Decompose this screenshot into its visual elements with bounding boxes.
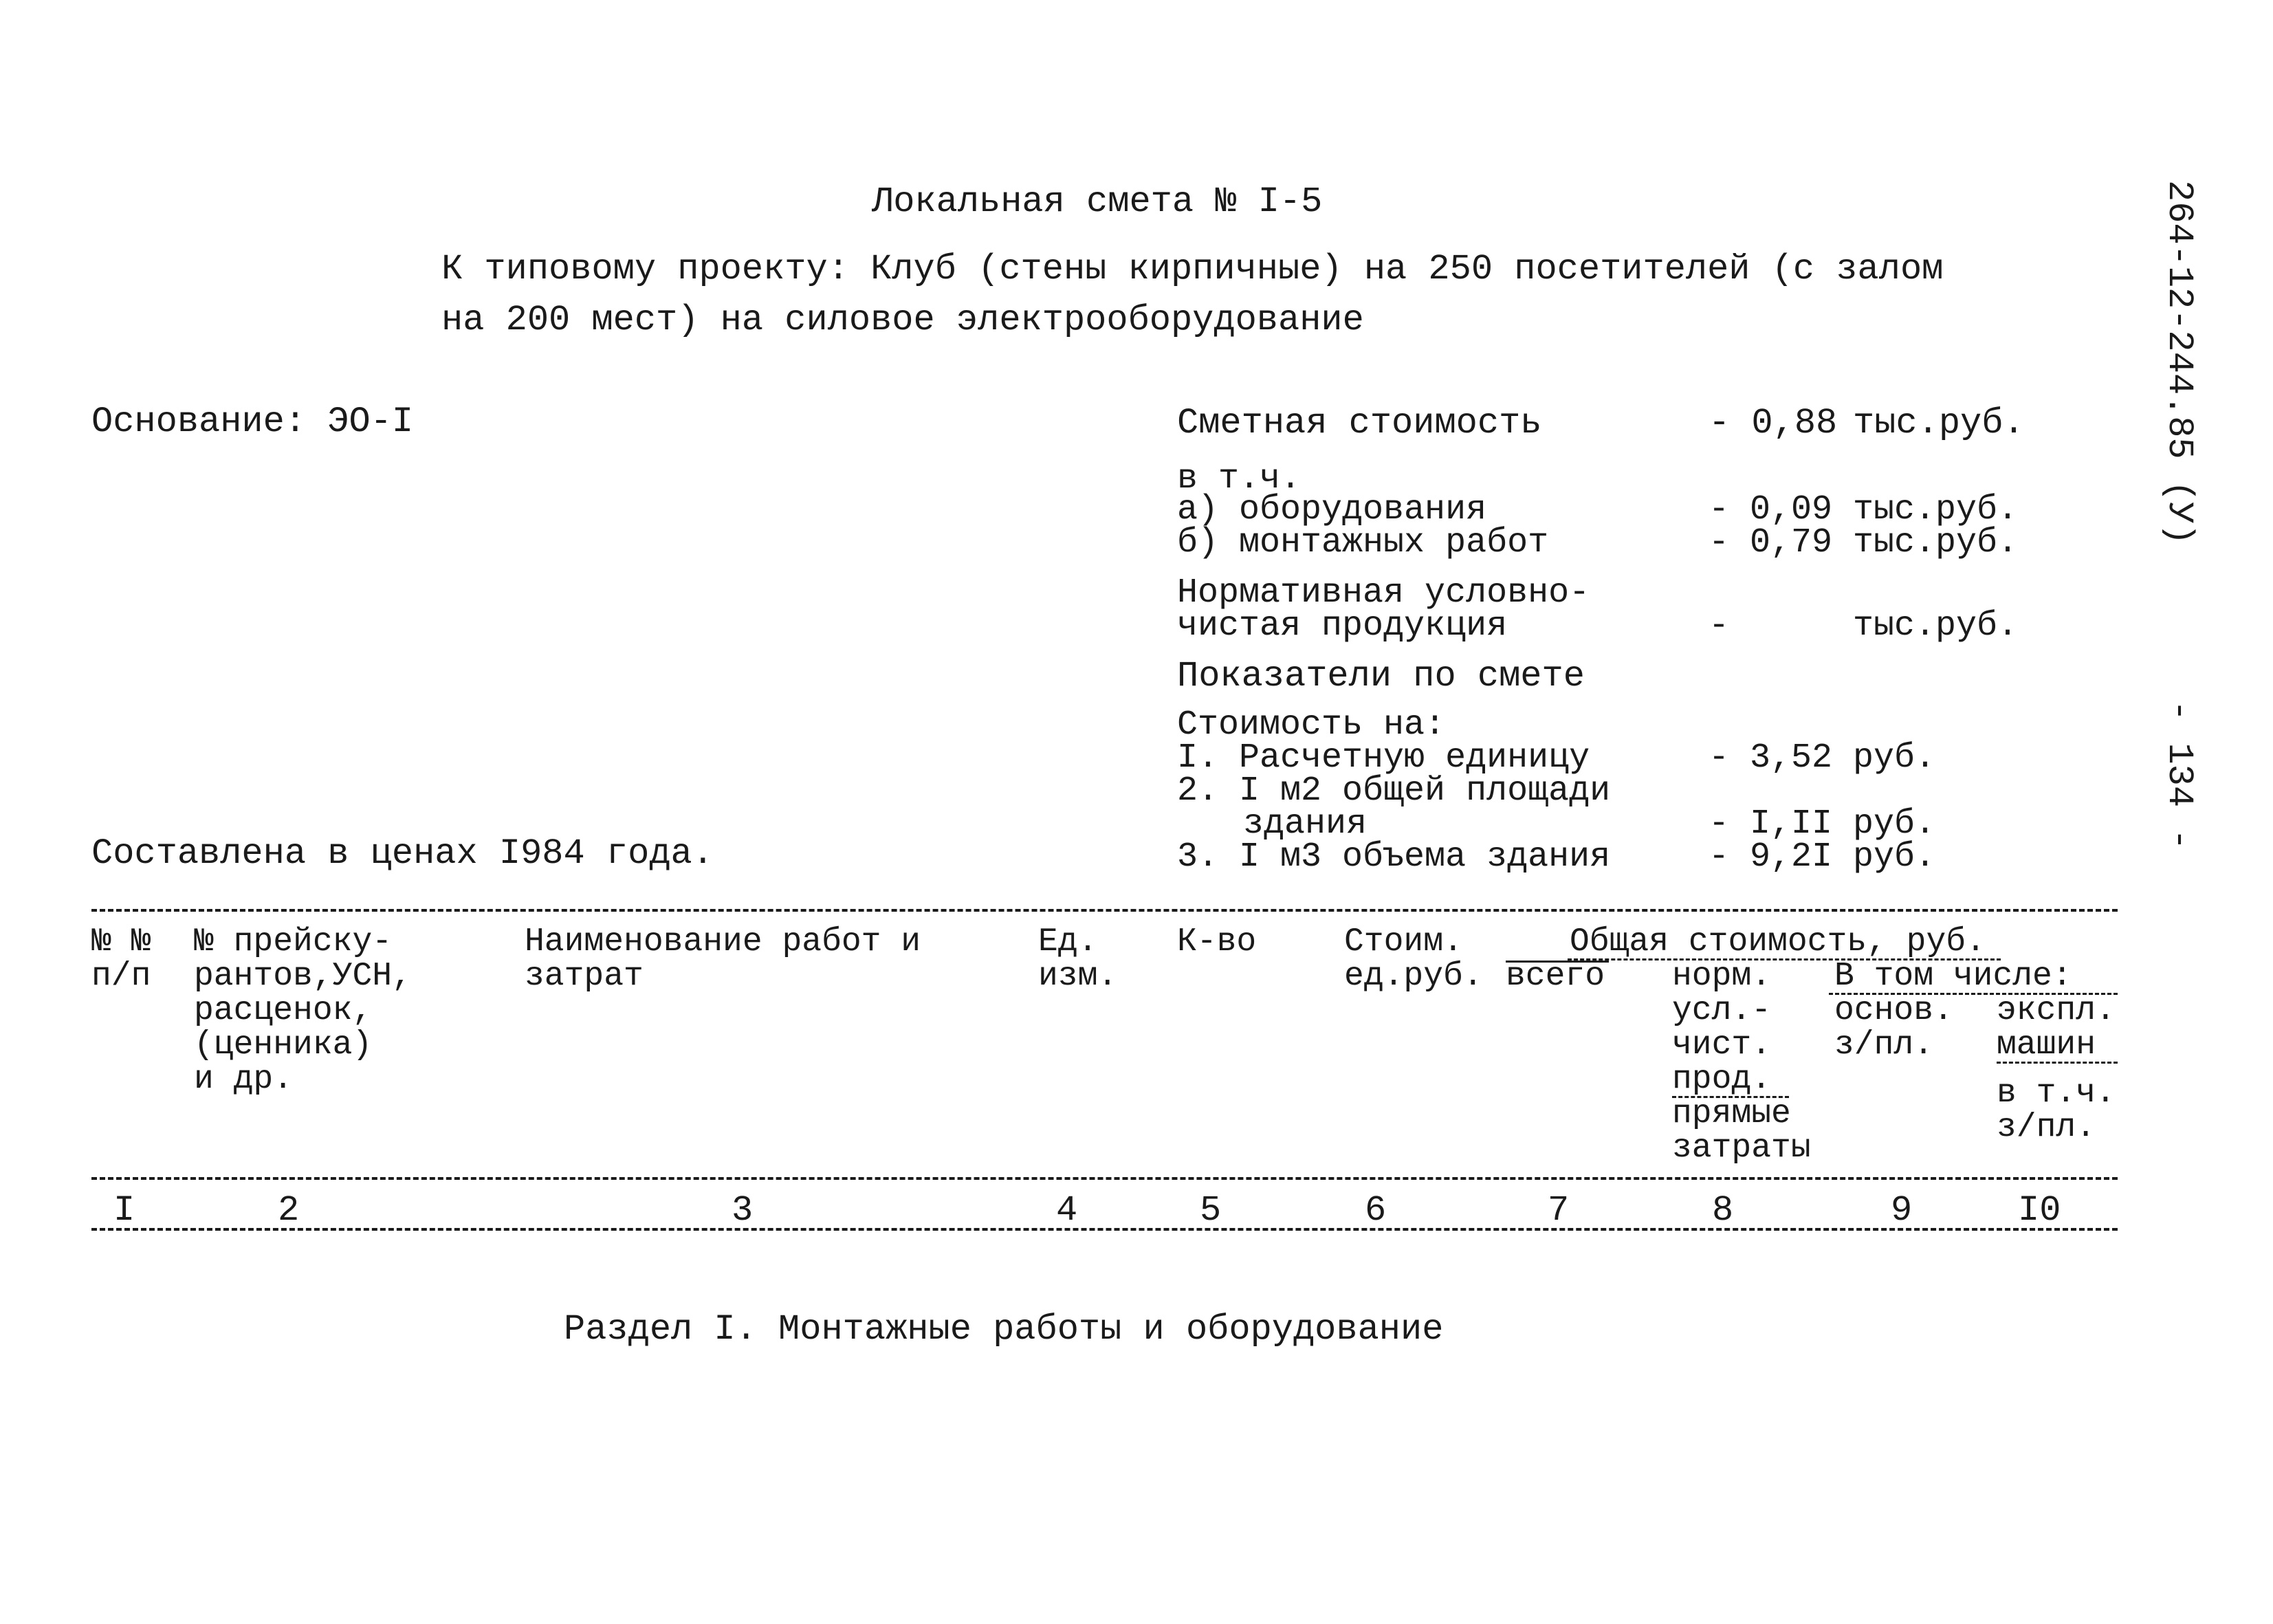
indicators-heading: Показатели по смете [1177, 656, 1585, 696]
indicator-unit-value: - 3,52 [1709, 738, 1833, 778]
header-total-overline [1506, 961, 1609, 963]
header-unit [1038, 925, 1117, 994]
table-top-rule [91, 909, 2118, 912]
header-machines-underline [1997, 1062, 2118, 1064]
column-number: 3 [732, 1190, 754, 1231]
basis-label: Основание: ЭО-I [91, 402, 414, 442]
header-normative [1672, 959, 1811, 1165]
header-row-number [91, 925, 151, 994]
indicator-volume-label: 3. I м3 объема здания [1177, 837, 1611, 877]
header-base-salary [1834, 994, 1953, 1062]
header-machines-salary-line-1: в т.ч. [1997, 1075, 2116, 1112]
header-pricelist-line-4: (ценника) [194, 1027, 373, 1064]
header-pricelist-line-1: № прейску- [194, 923, 393, 961]
header-pricelist-line-5: и др. [194, 1061, 294, 1098]
header-work-name-line-1: Наименование работ и [525, 923, 921, 961]
indicator-unit-label: I. Расчетную единицу [1177, 738, 1590, 778]
header-normative-line-6: затраты [1672, 1130, 1811, 1167]
section-heading: Раздел I. Монтажные работы и оборудование [564, 1309, 1444, 1350]
cost-on-label: Стоимость на: [1177, 705, 1446, 745]
header-including: В том числе: [1834, 958, 2072, 995]
column-number: 7 [1548, 1190, 1570, 1231]
header-normative-line-5: прямые [1672, 1095, 1791, 1132]
column-number: 4 [1056, 1190, 1078, 1231]
header-base-salary-line-2: з/пл. [1834, 1027, 1934, 1064]
normative-label-2: чистая продукция [1177, 606, 1508, 646]
including-label: в т.ч. [1177, 459, 1302, 498]
column-number: 8 [1712, 1190, 1734, 1231]
header-quantity: К-во [1177, 923, 1257, 961]
header-pricelist [194, 925, 412, 1097]
prices-note: Составлена в ценах I984 года. [91, 833, 714, 874]
header-machines [1997, 994, 2116, 1062]
header-row-number-line-1: № № [91, 923, 151, 961]
normative-value: - [1709, 606, 1730, 646]
header-unit-cost [1344, 925, 1483, 994]
side-page-number: - 134 - [2159, 700, 2199, 851]
estimate-cost-unit: тыс.руб. [1853, 403, 2025, 443]
column-number: 6 [1365, 1190, 1387, 1231]
header-machines-line-2: машин [1997, 1027, 2096, 1064]
header-work-name [525, 925, 921, 994]
header-pricelist-line-2: рантов,УСН, [194, 958, 412, 995]
normative-label-1: Нормативная условно- [1177, 573, 1590, 613]
header-machines-salary-line-2: з/пл. [1997, 1109, 2096, 1146]
column-numbers-bottom-rule [91, 1228, 2118, 1231]
estimate-cost-value: - 0,88 [1709, 403, 1838, 443]
installation-value: - 0,79 [1709, 523, 1833, 562]
header-machines-salary [1997, 1076, 2116, 1145]
indicator-area-label-2: здания [1243, 804, 1368, 844]
installation-label: б) монтажных работ [1177, 523, 1549, 562]
header-normative-line-3: чист. [1672, 1027, 1772, 1064]
header-base-salary-line-1: основ. [1834, 992, 1953, 1029]
header-unit-cost-line-2: ед.руб. [1344, 958, 1483, 995]
table-header-bottom-rule [91, 1177, 2118, 1180]
header-total: всего [1506, 958, 1605, 995]
column-number: 9 [1891, 1190, 1913, 1231]
header-pricelist-line-3: расценок, [194, 992, 373, 1029]
column-number: I0 [2018, 1190, 2061, 1231]
indicator-volume-unit: руб. [1853, 837, 1936, 877]
header-normative-line-1: норм. [1672, 958, 1772, 995]
header-row-number-line-2: п/п [91, 958, 151, 995]
header-work-name-line-2: затрат [525, 958, 644, 995]
header-machines-line-1: экспл. [1997, 992, 2116, 1029]
header-unit-cost-line-1: Стоим. [1344, 923, 1463, 961]
column-number: 2 [278, 1190, 300, 1231]
installation-unit: тыс.руб. [1853, 523, 2019, 562]
equipment-value: - 0,09 [1709, 490, 1833, 529]
indicator-unit-unit: руб. [1853, 738, 1936, 778]
document-title: Локальная смета № I-5 [872, 182, 1323, 222]
indicator-area-value: - I,II [1709, 804, 1833, 844]
header-normative-line-4: прод. [1672, 1061, 1772, 1098]
indicator-area-label-1: 2. I м2 общей площади [1177, 771, 1611, 811]
subtitle-line-2: на 200 мест) на силовое электрооборудование [441, 300, 1364, 340]
column-number: I [113, 1190, 135, 1231]
header-unit-line-2: изм. [1038, 958, 1118, 995]
indicator-volume-value: - 9,2I [1709, 837, 1833, 877]
header-total-cost: Общая стоимость, руб. [1570, 923, 1986, 961]
header-normative-underline [1672, 1096, 1789, 1098]
header-unit-line-1: Ед. [1038, 923, 1098, 961]
equipment-unit: тыс.руб. [1853, 490, 2019, 529]
subtitle-line-1: К типовому проекту: Клуб (стены кирпичные) на 250 посетителей (с залом [441, 249, 1944, 289]
header-normative-line-2: усл.- [1672, 992, 1772, 1029]
side-document-code: 264-12-244.85 (У) [2159, 180, 2199, 545]
equipment-label: а) оборудования [1177, 490, 1487, 529]
indicator-area-unit: руб. [1853, 804, 1936, 844]
column-number: 5 [1200, 1190, 1222, 1231]
estimate-cost-label: Сметная стоимость [1177, 403, 1542, 443]
normative-unit: тыс.руб. [1853, 606, 2019, 646]
